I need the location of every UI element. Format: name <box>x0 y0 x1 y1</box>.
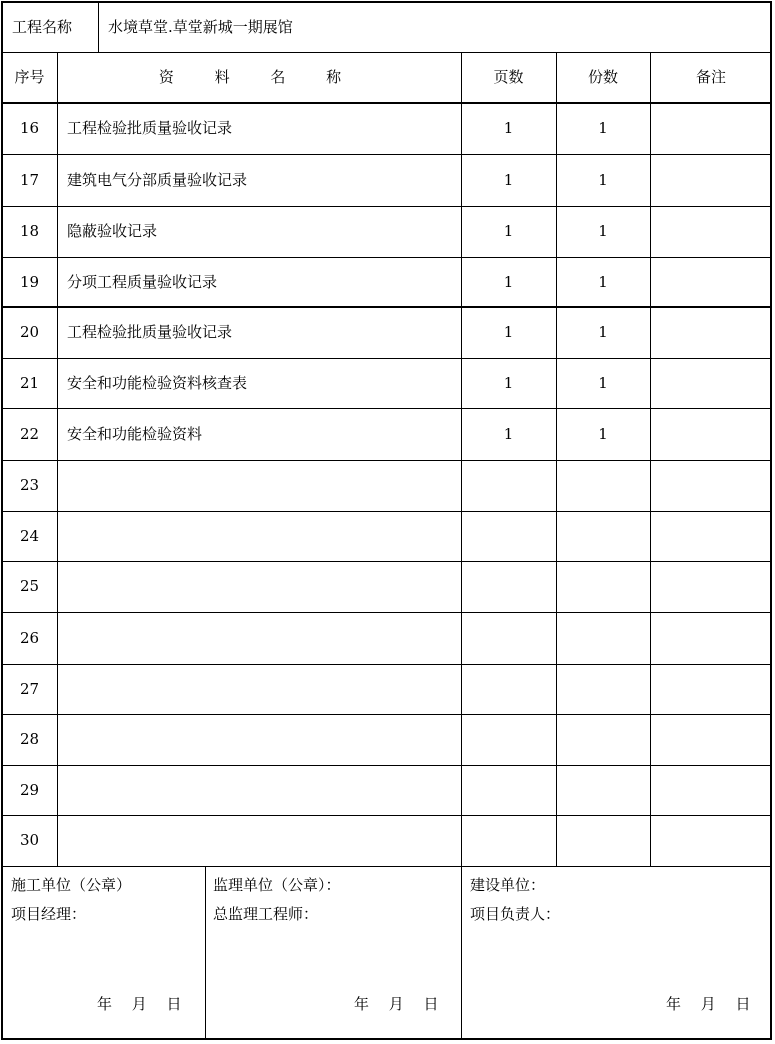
header-seq: 序号 <box>14 68 45 86</box>
row-name: 安全和功能检验资料核查表 <box>67 373 248 392</box>
row-name: 隐蔽验收记录 <box>67 222 158 240</box>
row-seq: 24 <box>19 526 40 545</box>
signature-unit: 监理单位（公章）： <box>213 876 341 894</box>
project-name-value: 水境草堂.草堂新城一期展馆 <box>108 17 293 36</box>
row-name: 安全和功能检验资料 <box>67 424 203 443</box>
signature-unit: 施工单位（公章） <box>11 876 132 894</box>
row-seq: 16 <box>19 119 40 137</box>
signature-date: 年 月 日 <box>97 995 182 1013</box>
row-seq: 17 <box>19 170 40 189</box>
header-name: 资 料 名 称 <box>158 68 360 86</box>
row-name: 建筑电气分部质量验收记录 <box>67 170 248 189</box>
row-name: 工程检验批质量验收记录 <box>67 323 233 341</box>
row-copies: 1 <box>598 272 608 291</box>
signature-unit: 建设单位： <box>470 876 546 894</box>
row-copies: 1 <box>598 373 608 392</box>
row-pages: 1 <box>503 272 514 291</box>
row-seq: 27 <box>19 679 40 698</box>
row-pages: 1 <box>503 119 514 137</box>
row-seq: 18 <box>19 222 40 240</box>
project-name-label: 工程名称 <box>12 17 73 36</box>
row-pages: 1 <box>503 222 514 240</box>
row-copies: 1 <box>598 323 608 341</box>
signature-person: 项目经理： <box>11 905 87 923</box>
row-seq: 25 <box>19 577 40 595</box>
row-seq: 22 <box>19 424 40 443</box>
header-pages: 页数 <box>493 68 524 86</box>
signature-person: 总监理工程师： <box>213 905 319 923</box>
header-remarks: 备注 <box>695 68 726 86</box>
row-name: 工程检验批质量验收记录 <box>67 119 233 137</box>
row-copies: 1 <box>598 222 608 240</box>
row-copies: 1 <box>598 424 608 443</box>
row-pages: 1 <box>503 323 514 341</box>
signature-person: 项目负责人： <box>470 905 561 923</box>
row-pages: 1 <box>503 424 514 443</box>
row-copies: 1 <box>598 119 608 137</box>
row-copies: 1 <box>598 170 608 189</box>
row-seq: 20 <box>19 323 40 341</box>
header-copies: 份数 <box>587 68 618 86</box>
row-pages: 1 <box>503 373 514 392</box>
row-seq: 28 <box>19 730 40 748</box>
row-seq: 21 <box>19 373 40 392</box>
row-pages: 1 <box>503 170 514 189</box>
row-seq: 30 <box>19 831 40 849</box>
row-seq: 29 <box>19 780 40 799</box>
table-border <box>1 1 772 1040</box>
row-seq: 19 <box>19 272 40 291</box>
row-seq: 23 <box>19 476 40 494</box>
row-seq: 26 <box>19 628 40 647</box>
signature-date: 年 月 日 <box>354 995 439 1013</box>
signature-date: 年 月 日 <box>666 995 751 1013</box>
row-name: 分项工程质量验收记录 <box>67 272 218 291</box>
